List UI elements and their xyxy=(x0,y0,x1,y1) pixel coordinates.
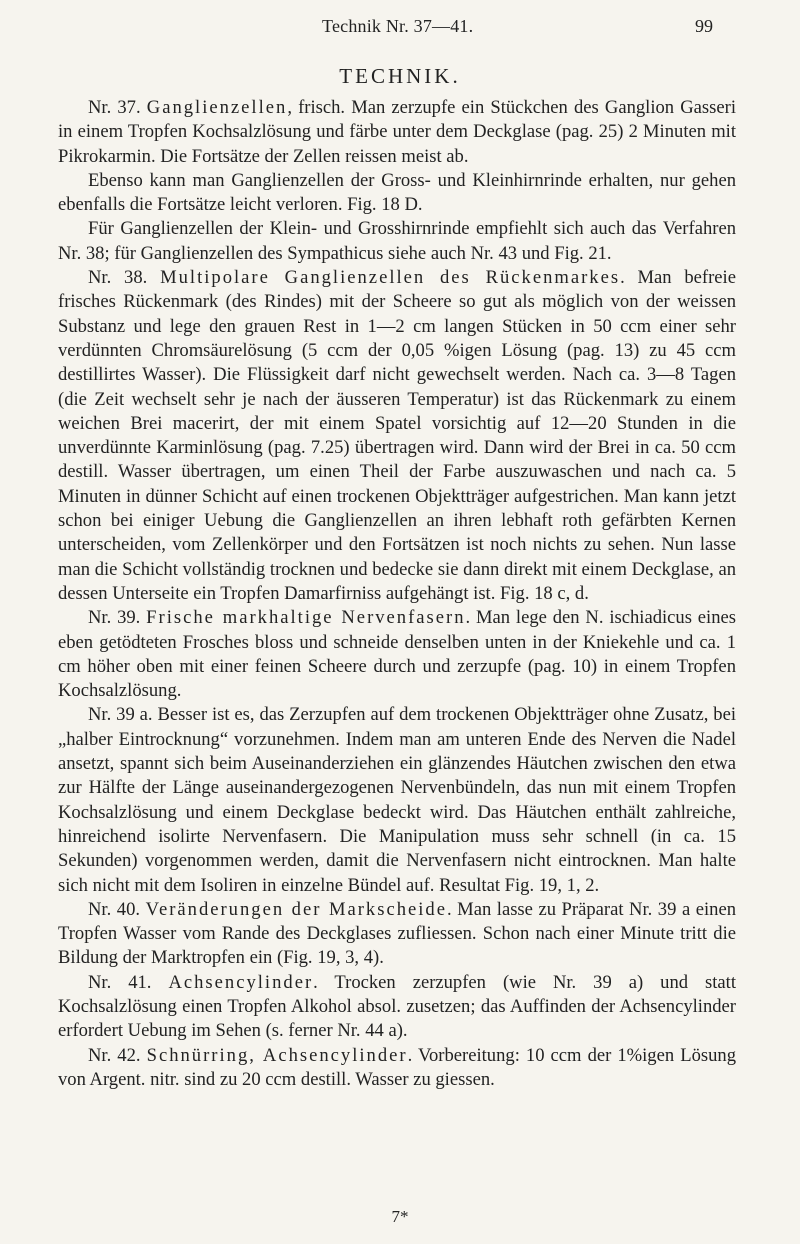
paragraph-nr-42: Nr. 42. Schnürring, Achsencylinder. Vorbereitung: 10 ccm der 1%igen Lösung von Argent. nitr. sind zu 20 ccm destill. Wasser zu giessen. xyxy=(58,1044,736,1090)
paragraph-nr-39a: Nr. 39 a. Besser ist es, das Zerzupfen auf dem trockenen Objektträger ohne Zusatz, bei „halber Eintrocknung“ vorzunehmen. Indem man am unteren Ende des Nerven die Nadel ansetzt, spannt sich beim Auseinanderziehen ein glänzendes Häutchen zwischen den etwa zur Hälfte der Länge auseinandergezogenen Nervenbündeln, das nun mit einem Tropfen Kochsalzlösung und einem Deckglase bedeckt wird. Das Häutchen enthält zahlreiche, hinreichend isolirte Nervenfasern. Die Manipulation muss sehr schnell (in ca. 15 Sekunden) vorgenommen werden, damit die Nervenfasern nicht eintrocknen. Man halte sich nicht mit dem Isoliren in einzelne Bündel auf. Resultat Fig. 19, 1, 2. xyxy=(58,704,736,896)
running-head-title: Technik Nr. 37—41. xyxy=(322,16,474,36)
paragraph-nr-37-ebenso: Ebenso kann man Ganglienzellen der Gross- und Kleinhirnrinde erhalten, nur gehen ebenfalls die Fortsätze leicht verloren. Fig. 18 D. xyxy=(58,169,736,216)
paragraph-nr-40: Nr. 40. Veränderungen der Markscheide. Man lasse zu Präparat Nr. 39 a einen Tropfen Wasser vom Rande des Deckglases zufliessen. Schon nach einer Minute tritt die Bildung der Marktropfen ein (Fig. 19, 3, 4). xyxy=(58,898,736,969)
paragraph-nr-41: Nr. 41. Achsencylinder. Trocken zerzupfen (wie Nr. 39 a) und statt Kochsalzlösung einen Tropfen Alkohol absol. zusetzen; das Auffinden der Achsencylinder erfordert Uebung im Sehen (s. ferner Nr. 44 a). xyxy=(58,971,737,1042)
entry-title: Achsencylinder xyxy=(168,971,314,993)
paragraph-nr-37: Nr. 37. Ganglienzellen, frisch. Man zerzupfe ein Stückchen des Ganglion Gasseri in einem Tropfen Kochsalzlösung und färbe unter dem Deckglase (pag. 25) 2 Minuten mit Pikrokarmin. Die Fortsätze der Zellen reissen meist ab. xyxy=(58,97,736,167)
paragraph-nr-38: Nr. 38. Multipolare Ganglienzellen des Rückenmarkes. Man befreie frisches Rückenmark (des Rindes) mit der Scheere so gut als möglich von der weissen Substanz und lege den grauen Rest in 1—2 cm langen Stücken in 50 ccm einer sehr verdünnten Chromsäurelösung (5 ccm der 0,05 %igen Lösung (pag. 13) zu 45 ccm destillirtes Wasser). Die Flüssigkeit darf nicht gewechselt werden. Nach ca. 3—8 Tagen (die Zeit wechselt sehr je nach der äusseren Temperatur) ist das Rückenmark zu einem weichen Brei macerirt, der mit einem Spatel vorsichtig auf 12—20 Stunden in die unverdünnte Karminlösung (pag. 7.25) übertragen wird. Dann wird der Brei in ca. 50 ccm destill. Wasser übertragen, um einen Theil der Farbe auszuwaschen und nach ca. 5 Minuten in dünner Schicht auf einen trockenen Objektträger aufgestrichen. Man kann jetzt schon bei einiger Uebung die Ganglienzellen an ihren lebhaft roth gefärbten Kernen unterscheiden, vom Zellenkörper und den Fortsätzen ist noch nichts zu sehen. Nun lasse man die Schicht vollständig trocknen und bedecke sie dann direkt mit einem Deckglase, an dessen Unterseite ein Tropfen Damarfirniss aufgehängt ist. Fig. 18 c, d. xyxy=(58,267,736,604)
entry-title: Ganglienzellen xyxy=(146,97,288,118)
entry-title: Multipolare Ganglienzellen des Rückenmarkes xyxy=(160,267,621,289)
entry-title: Frische markhaltige Nervenfasern xyxy=(146,607,466,629)
running-head xyxy=(0,16,800,44)
paragraph-nr-39: Nr. 39. Frische markhaltige Nervenfasern. Man lege den N. ischiadicus eines eben getödteten Frosches bloss und schneide denselben unten in der Kniekehle und ca. 1 cm höher oben mit einer feinen Scheere durch und zerzupfe (pag. 10) in einem Tropfen Kochsalzlösung. xyxy=(58,607,736,702)
entry-title: Veränderungen der Markscheide xyxy=(145,898,447,920)
body-text xyxy=(58,96,736,1092)
section-heading: TECHNIK. xyxy=(339,64,461,88)
entry-title: Schnürring, Achsencylinder xyxy=(146,1044,408,1066)
signature-mark: 7* xyxy=(391,1207,409,1226)
page-number: 99 xyxy=(695,16,713,36)
paragraph-nr-37-fuer: Für Ganglienzellen der Klein- und Grosshirnrinde empfiehlt sich auch das Verfahren Nr. 38; für Ganglienzellen des Sympathicus siehe auch Nr. 43 und Fig. 21. xyxy=(58,218,736,264)
